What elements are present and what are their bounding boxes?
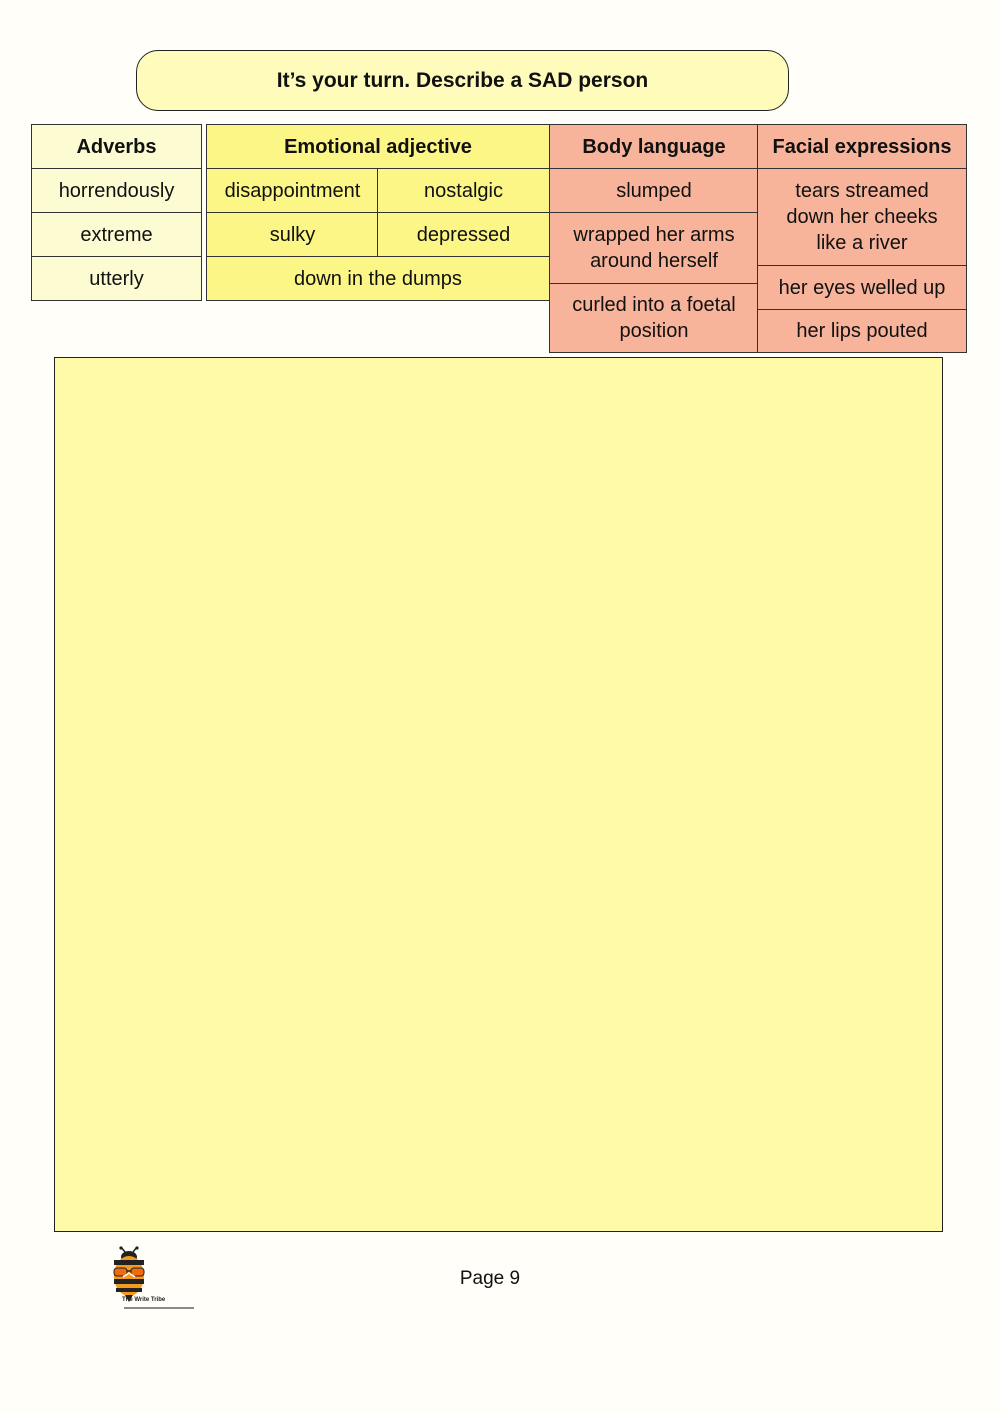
writing-area[interactable]	[54, 357, 943, 1232]
body-language-cell: curled into a foetal position	[549, 283, 759, 353]
emotional-cell: disappointment	[206, 168, 379, 213]
emotional-cell: sulky	[206, 212, 379, 257]
emotional-header: Emotional adjective	[206, 124, 550, 169]
adverb-cell: extreme	[31, 212, 202, 257]
body-language-cell: wrapped her arms around herself	[549, 212, 759, 284]
facial-expressions-cell: her eyes welled up	[757, 265, 967, 310]
body-language-header: Body language	[549, 124, 759, 169]
emotional-cell: down in the dumps	[206, 256, 550, 301]
adverbs-header: Adverbs	[31, 124, 202, 169]
facial-expressions-header: Facial expressions	[757, 124, 967, 169]
facial-expressions-cell: tears streamed down her cheeks like a river	[757, 168, 967, 266]
write-tribe-logo	[106, 1246, 198, 1310]
adverb-cell: utterly	[31, 256, 202, 301]
adverb-cell: horrendously	[31, 168, 202, 213]
logo-text: The Write Tribe	[122, 1297, 166, 1303]
facial-expressions-cell: her lips pouted	[757, 309, 967, 353]
emotional-cell: nostalgic	[377, 168, 550, 213]
emotional-cell: depressed	[377, 212, 550, 257]
page-title: It’s your turn. Describe a SAD person	[136, 50, 789, 111]
body-language-cell: slumped	[549, 168, 759, 213]
page-number: Page 9	[459, 1268, 521, 1289]
